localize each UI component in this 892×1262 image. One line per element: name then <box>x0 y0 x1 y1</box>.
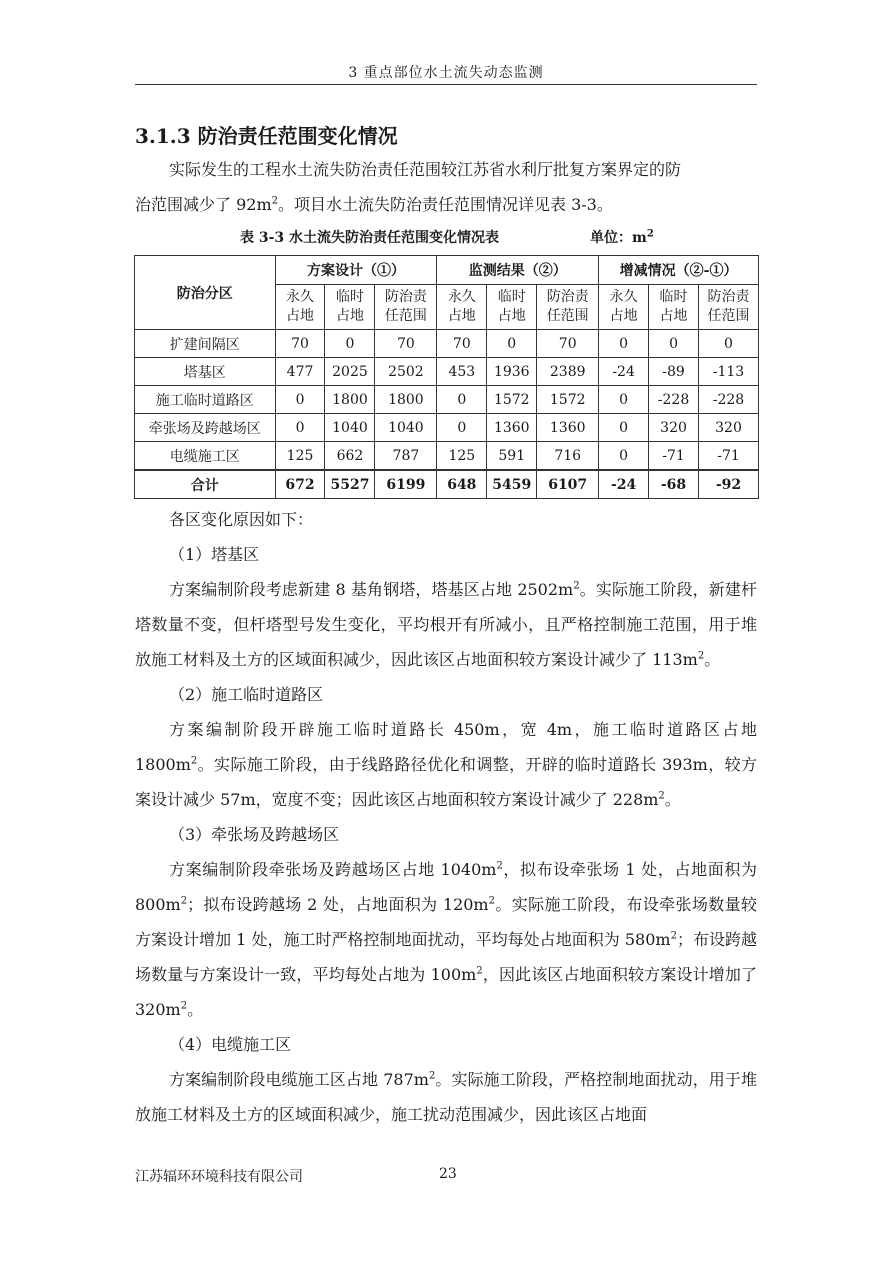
subheader-temporary: 临时 占地 <box>325 285 375 330</box>
table-cell: 1360 <box>537 414 599 442</box>
subheader-permanent: 永久 占地 <box>275 285 325 330</box>
table-total-row <box>135 470 759 499</box>
table-cell: 0 <box>649 330 699 358</box>
table-cell: 6107 <box>537 470 599 499</box>
table-cell: 1572 <box>537 386 599 414</box>
subheading-tension-field: （3）牵张场及跨越场区 <box>169 825 340 844</box>
intro-line-2: 治范围减少了 92m <box>135 195 272 214</box>
running-header: 3 重点部位水土流失动态监测 <box>348 65 544 81</box>
zone-name: 扩建间隔区 <box>135 330 276 358</box>
table-cell: 2389 <box>537 358 599 386</box>
superscript: 2 <box>180 895 188 907</box>
superscript: 2 <box>496 860 503 872</box>
superscript: 2 <box>670 930 677 942</box>
table-cell: 0 <box>599 330 649 358</box>
paragraph-cable-area: 方案编制阶段电缆施工区占地 $787m^2$。实际施工阶段，严格控制地面扰动，用于堆放施工材料及土方的区域面积减少，施工扰动范围减少，因此该区占地面 <box>135 1070 757 1124</box>
table-cell: 453 <box>437 358 487 386</box>
table-cell: 0 <box>437 386 487 414</box>
subheader-temporary: 临时 占地 <box>649 285 699 330</box>
paragraph-temp-road: 方案编制阶段开辟施工临时道路长 450m，宽 4m，施工临时道路区占地 $1800m^2$。实际施工阶段，由于线路路径优化和调整，开辟的临时道路长 393m，较方案设计减少 57m，宽度不变；因此该区占地面积较方案设计减少了 $228m^2$。 <box>135 720 757 809</box>
section-title: 3.1.3 防治责任范围变化情况 <box>135 124 398 148</box>
superscript: 2 <box>428 1070 436 1082</box>
subheader-responsibility: 防治责 任范围 <box>537 285 599 330</box>
table-cell: 1572 <box>487 386 537 414</box>
table-cell: 1040 <box>325 414 375 442</box>
table-cell: 591 <box>487 442 537 471</box>
group-header-monitor: 监测结果（②） <box>437 256 599 285</box>
zone-name: 牵张场及跨越场区 <box>135 414 276 442</box>
responsibility-range-table <box>134 255 759 499</box>
superscript: 2 <box>646 228 654 240</box>
table-caption-title: 表 3-3 水土流失防治责任范围变化情况表 <box>240 230 500 246</box>
table-cell: 1936 <box>487 358 537 386</box>
table-cell: -113 <box>699 358 759 386</box>
table-cell: -228 <box>699 386 759 414</box>
table-cell: 2025 <box>325 358 375 386</box>
table-cell: 0 <box>599 414 649 442</box>
subheading-cable-area: （4）电缆施工区 <box>169 1035 292 1054</box>
superscript: 2 <box>190 755 198 767</box>
table-row <box>135 386 759 414</box>
intro-line-2-end: 。项目水土流失防治责任范围情况详见表 3-3。 <box>278 195 613 214</box>
zone-name: 施工临时道路区 <box>135 386 276 414</box>
total-label: 合计 <box>135 470 276 499</box>
superscript: 2 <box>476 965 483 977</box>
subheader-temporary: 临时 占地 <box>487 285 537 330</box>
table-cell: -71 <box>649 442 699 471</box>
table-cell: 0 <box>699 330 759 358</box>
table-cell: -68 <box>649 470 699 499</box>
column-header-zone: 防治分区 <box>135 256 276 330</box>
table-cell: 6199 <box>375 470 437 499</box>
table-cell: 1800 <box>325 386 375 414</box>
table-cell: 0 <box>275 414 325 442</box>
table-cell: 320 <box>699 414 759 442</box>
table-cell: 320 <box>649 414 699 442</box>
footer-company: 江苏辐环环境科技有限公司 <box>135 1169 303 1185</box>
table-header-row <box>135 256 759 285</box>
table-cell: -71 <box>699 442 759 471</box>
table-cell: 70 <box>275 330 325 358</box>
table-cell: 662 <box>325 442 375 471</box>
table-cell: 672 <box>275 470 325 499</box>
table-cell: 5527 <box>325 470 375 499</box>
superscript: 2 <box>488 895 495 907</box>
table-cell: 70 <box>537 330 599 358</box>
table-cell: 0 <box>325 330 375 358</box>
table-cell: 0 <box>599 386 649 414</box>
table-cell: 1800 <box>375 386 437 414</box>
group-header-plan: 方案设计（①） <box>275 256 437 285</box>
subheading-temp-road: （2）施工临时道路区 <box>169 685 324 704</box>
table-cell: -24 <box>599 358 649 386</box>
subheader-responsibility: 防治责 任范围 <box>375 285 437 330</box>
table-cell: 125 <box>275 442 325 471</box>
table-row <box>135 442 759 471</box>
table-cell: 70 <box>375 330 437 358</box>
zone-name: 电缆施工区 <box>135 442 276 471</box>
table-cell: -24 <box>599 470 649 499</box>
subheader-responsibility: 防治责 任范围 <box>699 285 759 330</box>
superscript: 2 <box>658 790 665 802</box>
paragraph-tower-base: 方案编制阶段考虑新建 8 基角钢塔，塔基区占地 $2502m^2$。实际施工阶段，新建杆塔数量不变，但杆塔型号发生变化，平均根开有所减小，且严格控制施工范围，用于堆放施工材料及土方的区域面积减少，因此该区占地面积较方案设计减少了 $113m^2$。 <box>135 580 757 669</box>
page-number: 23 <box>439 1166 457 1182</box>
intro-line-1: 实际发生的工程水土流失防治责任范围较江苏省水利厅批复方案界定的防 <box>169 160 682 179</box>
table-row <box>135 330 759 358</box>
table-cell: -92 <box>699 470 759 499</box>
table-cell: 477 <box>275 358 325 386</box>
table-cell: -89 <box>649 358 699 386</box>
table-cell: 70 <box>437 330 487 358</box>
table-cell: 125 <box>437 442 487 471</box>
table-unit: 单位：$m^2$ <box>590 228 654 246</box>
intro-paragraph <box>135 152 757 222</box>
table-cell: 5459 <box>487 470 537 499</box>
table-cell: 0 <box>487 330 537 358</box>
table-row <box>135 414 759 442</box>
superscript: 2 <box>573 580 580 592</box>
subheader-permanent: 永久 占地 <box>437 285 487 330</box>
paragraph-tension-field: 方案编制阶段牵张场及跨越场区占地 $1040m^2$，拟布设牵张场 1 处，占地面积为 $800m^2$；拟布设跨越场 2 处，占地面积为 $120m^2$。实际施工阶段，布设牵张场数量较方案设计增加 1 处，施工时严格控制地面扰动，平均每处占地面积为 $580m^2$；布设跨越场数量与方案设计一致，平均每处占地为 $100m^2$，因此该区占地面积较方案设计增加了 $320m^2$。 <box>135 860 757 1019</box>
table-cell: 716 <box>537 442 599 471</box>
table-cell: 2502 <box>375 358 437 386</box>
superscript: 2 <box>697 650 705 662</box>
reasons-section <box>135 502 757 1132</box>
table-cell: 1360 <box>487 414 537 442</box>
table-cell: 648 <box>437 470 487 499</box>
table-cell: 787 <box>375 442 437 471</box>
table-cell: 1040 <box>375 414 437 442</box>
superscript: 2 <box>180 1000 188 1012</box>
table-cell: 0 <box>599 442 649 471</box>
header-rule <box>135 84 757 85</box>
zone-name: 塔基区 <box>135 358 276 386</box>
table-row <box>135 358 759 386</box>
table-cell: 0 <box>275 386 325 414</box>
table-cell: -228 <box>649 386 699 414</box>
subheading-tower-base: （1）塔基区 <box>169 545 260 564</box>
group-header-change: 增减情况（②-①） <box>599 256 759 285</box>
table-cell: 0 <box>437 414 487 442</box>
reasons-intro: 各区变化原因如下： <box>169 510 314 529</box>
subheader-permanent: 永久 占地 <box>599 285 649 330</box>
superscript: 2 <box>271 195 278 207</box>
